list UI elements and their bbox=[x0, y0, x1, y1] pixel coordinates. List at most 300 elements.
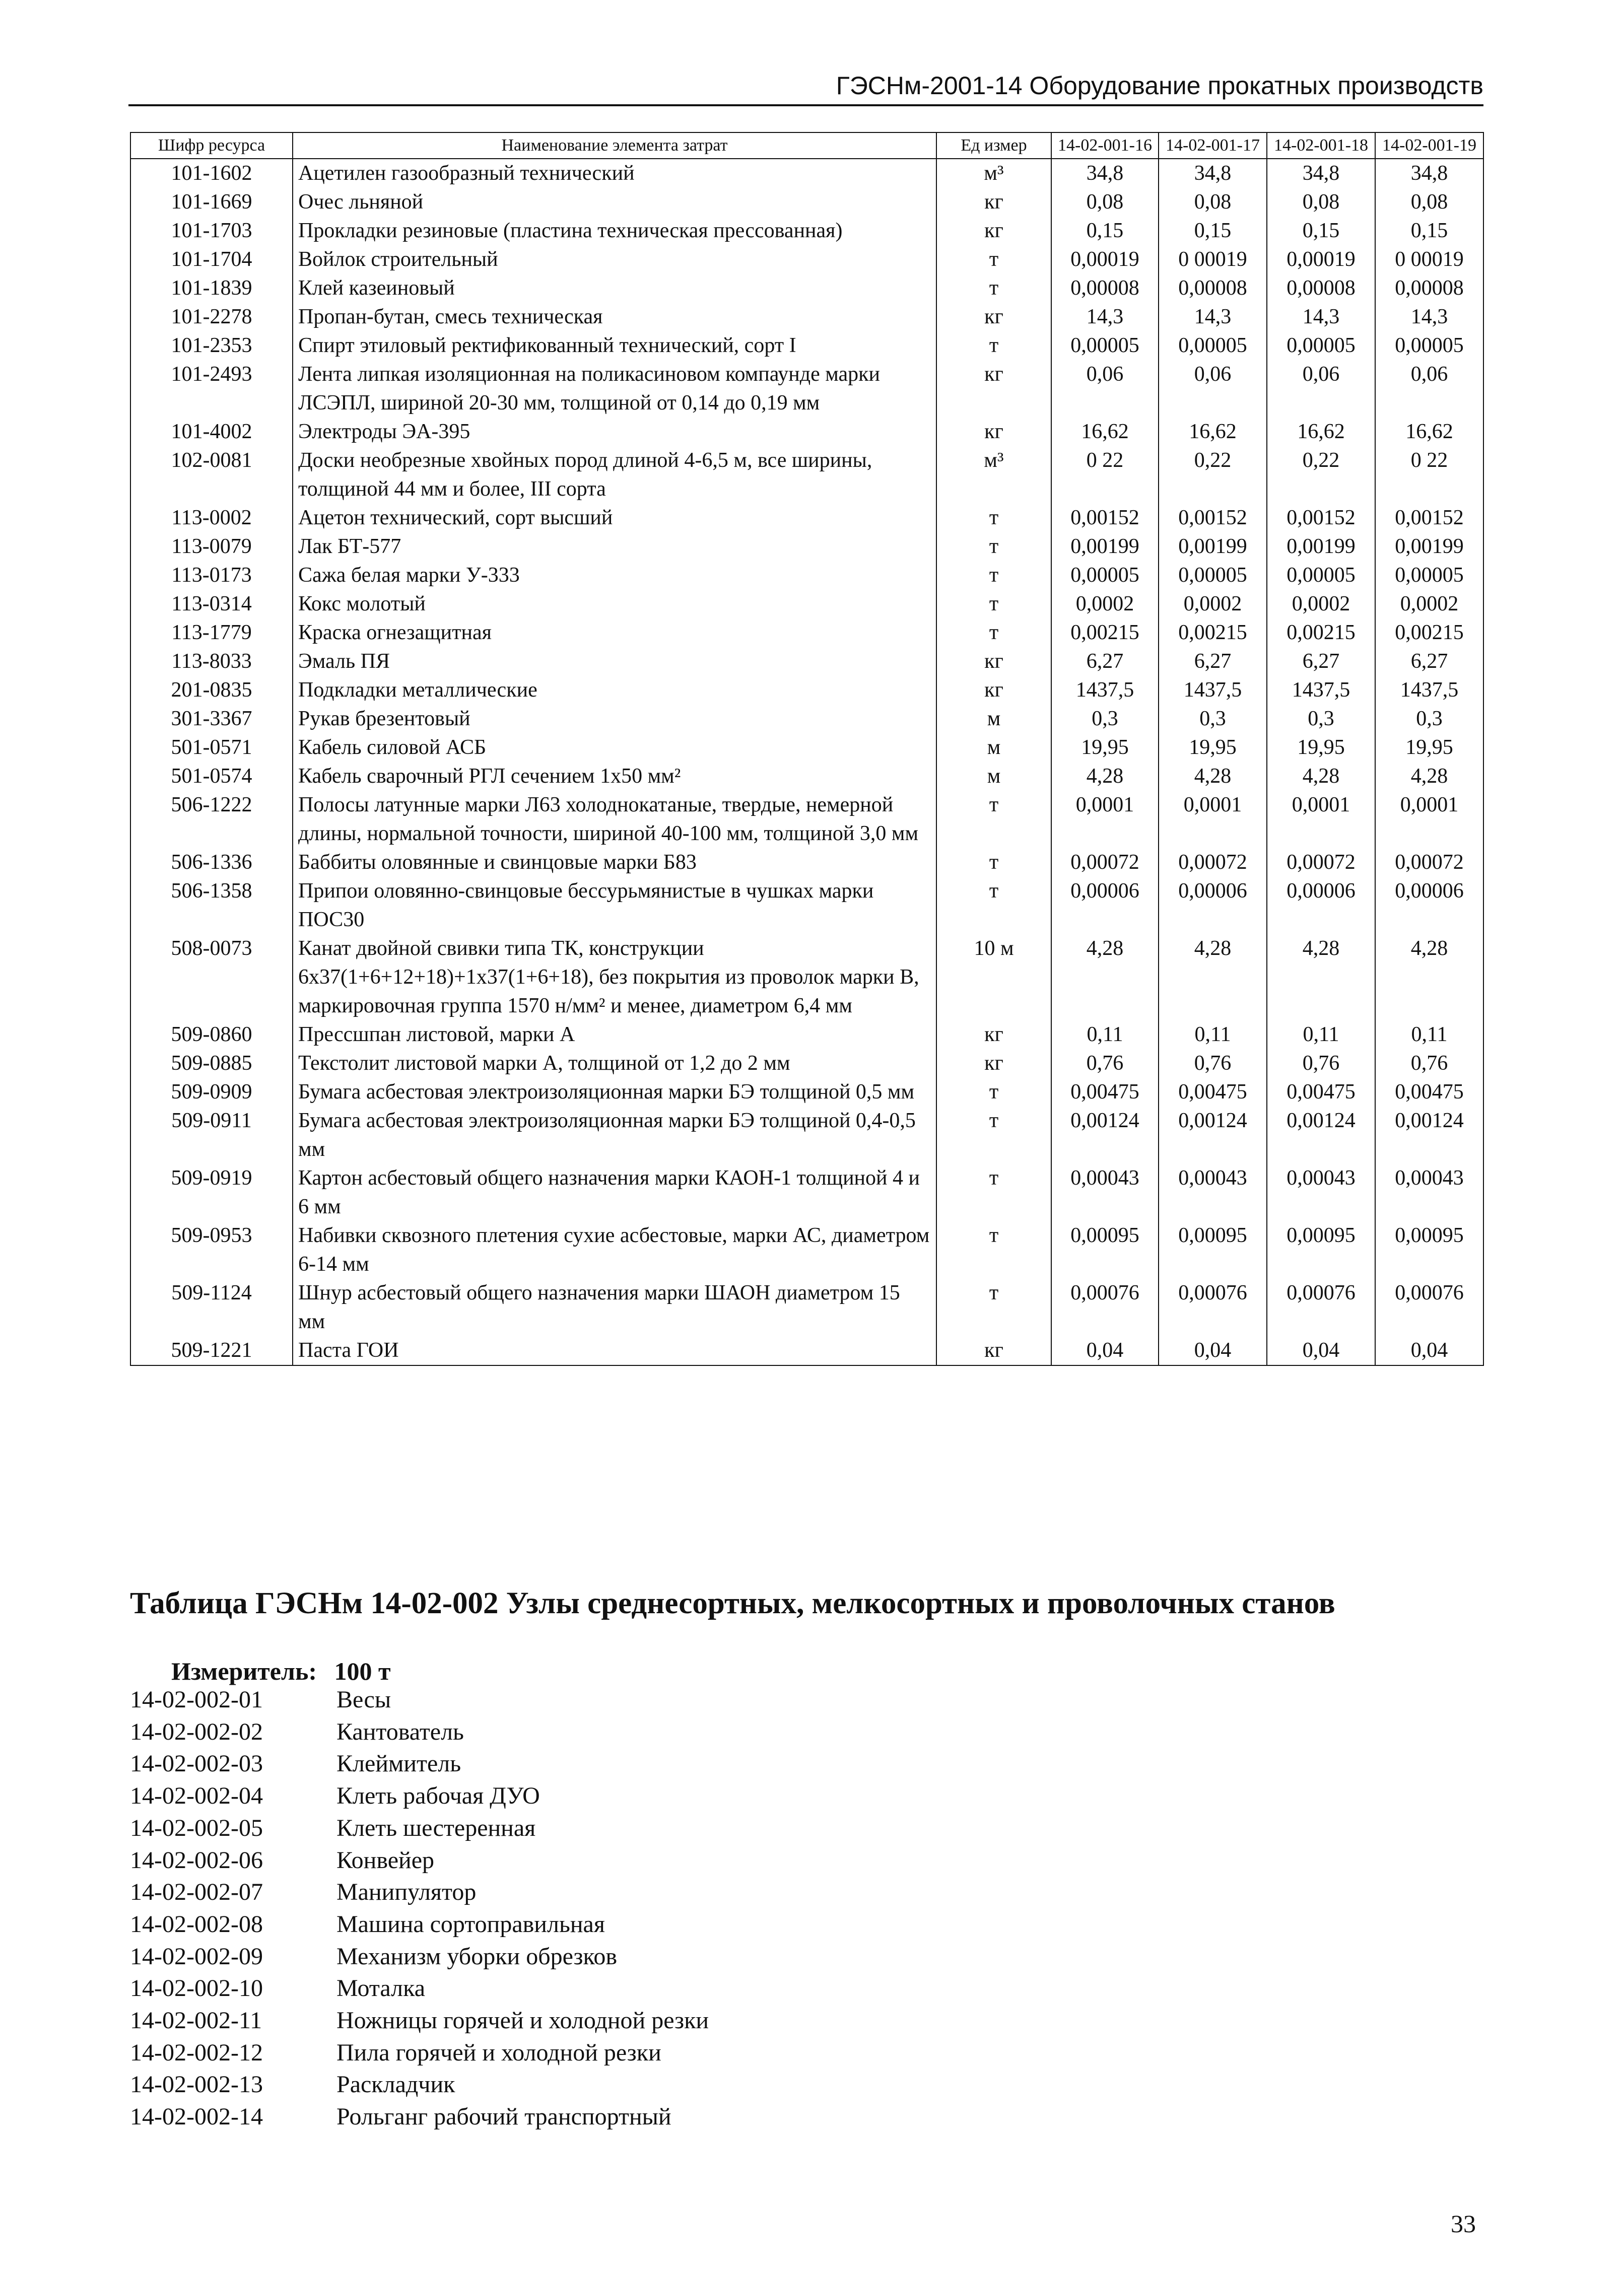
resource-code: 102-0081 bbox=[130, 446, 293, 504]
value-cell: 0,00019 bbox=[1267, 245, 1375, 274]
resource-name: Бумага асбестовая электроизоляционная марки БЭ толщиной 0,4-0,5 мм bbox=[293, 1107, 936, 1164]
value-cell: 0,0001 bbox=[1375, 791, 1483, 848]
item-code: 14-02-002-09 bbox=[130, 1943, 263, 1970]
value-cell: 0,15 bbox=[1267, 217, 1375, 245]
unit-cell: т bbox=[936, 532, 1051, 561]
table-row bbox=[130, 762, 1483, 791]
item-code: 14-02-002-03 bbox=[130, 1750, 263, 1777]
value-cell: 0,00072 bbox=[1159, 848, 1267, 877]
value-cell: 0,00076 bbox=[1159, 1279, 1267, 1336]
value-cell: 0,00076 bbox=[1051, 1279, 1159, 1336]
value-cell: 0,3 bbox=[1051, 705, 1159, 733]
column-header: Ед измер bbox=[936, 132, 1051, 159]
value-cell: 0,22 bbox=[1267, 446, 1375, 504]
table-row bbox=[130, 1049, 1483, 1078]
table-row bbox=[130, 877, 1483, 934]
resource-code: 201-0835 bbox=[130, 676, 293, 705]
resource-code: 113-0314 bbox=[130, 590, 293, 618]
unit-cell: 10 м bbox=[936, 934, 1051, 1020]
value-cell: 0,00043 bbox=[1375, 1164, 1483, 1221]
value-cell: 0,0001 bbox=[1267, 791, 1375, 848]
value-cell: 14,3 bbox=[1375, 303, 1483, 331]
column-header: Наименование элемента затрат bbox=[293, 132, 936, 159]
value-cell: 0,00005 bbox=[1159, 561, 1267, 590]
resource-code: 101-1602 bbox=[130, 159, 293, 188]
resource-code: 501-0574 bbox=[130, 762, 293, 791]
column-header: 14-02-001-19 bbox=[1375, 132, 1483, 159]
table-row bbox=[130, 418, 1483, 446]
value-cell: 0,3 bbox=[1159, 705, 1267, 733]
unit-cell: кг bbox=[936, 217, 1051, 245]
resource-code: 506-1222 bbox=[130, 791, 293, 848]
resource-code: 101-1703 bbox=[130, 217, 293, 245]
resource-name: Прессшпан листовой, марки А bbox=[293, 1020, 936, 1049]
value-cell: 0,00095 bbox=[1051, 1221, 1159, 1279]
item-code: 14-02-002-14 bbox=[130, 2103, 263, 2130]
list-item bbox=[130, 1716, 709, 1748]
table-row bbox=[130, 446, 1483, 504]
resources-table bbox=[130, 132, 1484, 1366]
resource-code: 113-0002 bbox=[130, 504, 293, 532]
value-cell: 34,8 bbox=[1051, 159, 1159, 188]
value-cell: 0,00199 bbox=[1159, 532, 1267, 561]
unit-cell: кг bbox=[936, 1336, 1051, 1365]
table-header-row bbox=[130, 132, 1483, 159]
value-cell: 0,06 bbox=[1051, 360, 1159, 418]
value-cell: 19,95 bbox=[1375, 733, 1483, 762]
unit-cell: т bbox=[936, 1279, 1051, 1336]
value-cell: 0,11 bbox=[1267, 1020, 1375, 1049]
value-cell: 0,3 bbox=[1375, 705, 1483, 733]
unit-cell: т bbox=[936, 274, 1051, 303]
unit-cell: т bbox=[936, 877, 1051, 934]
value-cell: 0,00215 bbox=[1375, 618, 1483, 647]
table-row bbox=[130, 217, 1483, 245]
value-cell: 0,00043 bbox=[1159, 1164, 1267, 1221]
resource-code: 509-1124 bbox=[130, 1279, 293, 1336]
item-code: 14-02-002-08 bbox=[130, 1910, 263, 1938]
unit-cell: кг bbox=[936, 418, 1051, 446]
item-code: 14-02-002-13 bbox=[130, 2071, 263, 2098]
resource-name: Кабель сварочный РГЛ сечением 1х50 мм² bbox=[293, 762, 936, 791]
value-cell: 0,00006 bbox=[1051, 877, 1159, 934]
value-cell: 0,00008 bbox=[1159, 274, 1267, 303]
value-cell: 0,00475 bbox=[1159, 1078, 1267, 1107]
unit-cell: м bbox=[936, 705, 1051, 733]
table-row bbox=[130, 1020, 1483, 1049]
value-cell: 6,27 bbox=[1051, 647, 1159, 676]
resource-name: Текстолит листовой марки А, толщиной от 1,2 до 2 мм bbox=[293, 1049, 936, 1078]
value-cell: 0,00005 bbox=[1051, 561, 1159, 590]
value-cell: 0,15 bbox=[1159, 217, 1267, 245]
value-cell: 0,3 bbox=[1267, 705, 1375, 733]
unit-cell: т bbox=[936, 590, 1051, 618]
value-cell: 6,27 bbox=[1159, 647, 1267, 676]
resource-code: 509-0911 bbox=[130, 1107, 293, 1164]
value-cell: 0,00215 bbox=[1159, 618, 1267, 647]
value-cell: 0,76 bbox=[1159, 1049, 1267, 1078]
resource-name: Припои оловянно-свинцовые бессурьмянистые в чушках марки ПОС30 bbox=[293, 877, 936, 934]
item-name: Машина сортоправильная bbox=[336, 1910, 605, 1938]
table-row bbox=[130, 1164, 1483, 1221]
value-cell: 34,8 bbox=[1375, 159, 1483, 188]
value-cell: 16,62 bbox=[1267, 418, 1375, 446]
value-cell: 1437,5 bbox=[1267, 676, 1375, 705]
resource-name: Лента липкая изоляционная на поликасиновом компаунде марки ЛСЭПЛ, шириной 20-30 мм, толщиной от 0,14 до 0,19 мм bbox=[293, 360, 936, 418]
value-cell: 0,00005 bbox=[1267, 331, 1375, 360]
value-cell: 0,0001 bbox=[1051, 791, 1159, 848]
item-code: 14-02-002-12 bbox=[130, 2039, 263, 2066]
value-cell: 0,00005 bbox=[1267, 561, 1375, 590]
resource-name: Подкладки металлические bbox=[293, 676, 936, 705]
resource-name: Сажа белая марки У-333 bbox=[293, 561, 936, 590]
value-cell: 0,04 bbox=[1051, 1336, 1159, 1365]
value-cell: 0,00095 bbox=[1375, 1221, 1483, 1279]
meter-label: Измеритель: bbox=[171, 1657, 317, 1685]
resource-name: Кабель силовой АСБ bbox=[293, 733, 936, 762]
table-row bbox=[130, 590, 1483, 618]
resource-name: Доски необрезные хвойных пород длиной 4-6,5 м, все ширины, толщиной 44 мм и более, III сорта bbox=[293, 446, 936, 504]
item-name: Конвейер bbox=[336, 1846, 434, 1874]
value-cell: 0 00019 bbox=[1375, 245, 1483, 274]
resource-code: 101-2493 bbox=[130, 360, 293, 418]
resource-code: 101-2278 bbox=[130, 303, 293, 331]
list-item bbox=[130, 1908, 709, 1941]
value-cell: 19,95 bbox=[1051, 733, 1159, 762]
meter-value: 100 т bbox=[334, 1657, 391, 1685]
table-row bbox=[130, 504, 1483, 532]
resource-code: 113-1779 bbox=[130, 618, 293, 647]
unit-cell: кг bbox=[936, 1020, 1051, 1049]
value-cell: 34,8 bbox=[1159, 159, 1267, 188]
value-cell: 0,04 bbox=[1267, 1336, 1375, 1365]
section-title: Таблица ГЭСНм 14-02-002 Узлы среднесортных, мелкосортных и проволочных станов bbox=[130, 1587, 1335, 1620]
resource-name: Прокладки резиновые (пластина техническая прессованная) bbox=[293, 217, 936, 245]
value-cell: 0,00124 bbox=[1375, 1107, 1483, 1164]
item-name: Ножницы горячей и холодной резки bbox=[336, 2007, 709, 2034]
item-code: 14-02-002-05 bbox=[130, 1814, 263, 1841]
value-cell: 0,00475 bbox=[1267, 1078, 1375, 1107]
page-header: ГЭСНм-2001-14 Оборудование прокатных производств bbox=[836, 72, 1483, 100]
item-name: Кантователь bbox=[336, 1718, 464, 1745]
column-header: 14-02-001-17 bbox=[1159, 132, 1267, 159]
item-name: Раскладчик bbox=[336, 2071, 455, 2098]
item-name: Моталка bbox=[336, 1975, 425, 2002]
value-cell: 4,28 bbox=[1375, 762, 1483, 791]
value-cell: 0,00019 bbox=[1051, 245, 1159, 274]
table-row bbox=[130, 733, 1483, 762]
resource-name: Ацетон технический, сорт высший bbox=[293, 504, 936, 532]
unit-cell: м³ bbox=[936, 446, 1051, 504]
value-cell: 16,62 bbox=[1051, 418, 1159, 446]
item-code: 14-02-002-01 bbox=[130, 1686, 263, 1713]
column-header: Шифр ресурса bbox=[130, 132, 293, 159]
value-cell: 0,00152 bbox=[1051, 504, 1159, 532]
unit-cell: т bbox=[936, 1164, 1051, 1221]
resource-name: Рукав брезентовый bbox=[293, 705, 936, 733]
list-item bbox=[130, 1748, 709, 1780]
resource-name: Набивки сквозного плетения сухие асбестовые, марки АС, диаметром 6-14 мм bbox=[293, 1221, 936, 1279]
table-row bbox=[130, 705, 1483, 733]
table-row bbox=[130, 1078, 1483, 1107]
resource-name: Ацетилен газообразный технический bbox=[293, 159, 936, 188]
value-cell: 0,00152 bbox=[1375, 504, 1483, 532]
resource-code: 509-1221 bbox=[130, 1336, 293, 1365]
unit-cell: т bbox=[936, 1221, 1051, 1279]
resource-name: Кокс молотый bbox=[293, 590, 936, 618]
value-cell: 14,3 bbox=[1267, 303, 1375, 331]
value-cell: 0,00043 bbox=[1267, 1164, 1375, 1221]
value-cell: 0 00019 bbox=[1159, 245, 1267, 274]
value-cell: 0,00008 bbox=[1267, 274, 1375, 303]
resource-name: Клей казеиновый bbox=[293, 274, 936, 303]
table-row bbox=[130, 791, 1483, 848]
value-cell: 0,76 bbox=[1267, 1049, 1375, 1078]
unit-cell: кг bbox=[936, 1049, 1051, 1078]
resource-code: 113-0173 bbox=[130, 561, 293, 590]
value-cell: 6,27 bbox=[1267, 647, 1375, 676]
table-row bbox=[130, 1336, 1483, 1365]
resource-code: 301-3367 bbox=[130, 705, 293, 733]
resource-code: 508-0073 bbox=[130, 934, 293, 1020]
table-row bbox=[130, 188, 1483, 217]
resource-code: 506-1336 bbox=[130, 848, 293, 877]
value-cell: 0,00006 bbox=[1267, 877, 1375, 934]
value-cell: 0,0001 bbox=[1159, 791, 1267, 848]
value-cell: 1437,5 bbox=[1051, 676, 1159, 705]
value-cell: 0,04 bbox=[1159, 1336, 1267, 1365]
value-cell: 0,00095 bbox=[1159, 1221, 1267, 1279]
value-cell: 0,08 bbox=[1051, 188, 1159, 217]
value-cell: 0,00475 bbox=[1051, 1078, 1159, 1107]
value-cell: 0 22 bbox=[1375, 446, 1483, 504]
value-cell: 0,00124 bbox=[1267, 1107, 1375, 1164]
unit-cell: т bbox=[936, 245, 1051, 274]
unit-cell: м bbox=[936, 733, 1051, 762]
list-item bbox=[130, 2005, 709, 2037]
item-code: 14-02-002-04 bbox=[130, 1782, 263, 1810]
value-cell: 0,00076 bbox=[1375, 1279, 1483, 1336]
resource-name: Очес льняной bbox=[293, 188, 936, 217]
value-cell: 0,15 bbox=[1375, 217, 1483, 245]
table-row bbox=[130, 848, 1483, 877]
value-cell: 0,06 bbox=[1375, 360, 1483, 418]
table-row bbox=[130, 245, 1483, 274]
list-item bbox=[130, 2037, 709, 2069]
value-cell: 0,00076 bbox=[1267, 1279, 1375, 1336]
value-cell: 0,00072 bbox=[1375, 848, 1483, 877]
item-code: 14-02-002-02 bbox=[130, 1718, 263, 1745]
item-code: 14-02-002-07 bbox=[130, 1879, 263, 1906]
value-cell: 0,08 bbox=[1267, 188, 1375, 217]
value-cell: 0,00475 bbox=[1375, 1078, 1483, 1107]
value-cell: 0,00008 bbox=[1375, 274, 1483, 303]
value-cell: 0,00005 bbox=[1375, 331, 1483, 360]
value-cell: 19,95 bbox=[1267, 733, 1375, 762]
value-cell: 0,00008 bbox=[1051, 274, 1159, 303]
table-row bbox=[130, 1221, 1483, 1279]
item-name: Клеть рабочая ДУО bbox=[336, 1782, 540, 1810]
item-code: 14-02-002-06 bbox=[130, 1846, 263, 1874]
resource-code: 501-0571 bbox=[130, 733, 293, 762]
item-name: Пила горячей и холодной резки bbox=[336, 2039, 661, 2066]
value-cell: 0 22 bbox=[1051, 446, 1159, 504]
item-code: 14-02-002-10 bbox=[130, 1975, 263, 2002]
resource-name: Эмаль ПЯ bbox=[293, 647, 936, 676]
resource-name: Краска огнезащитная bbox=[293, 618, 936, 647]
table-row bbox=[130, 159, 1483, 188]
resource-code: 113-0079 bbox=[130, 532, 293, 561]
table-row bbox=[130, 360, 1483, 418]
value-cell: 0,0002 bbox=[1159, 590, 1267, 618]
resource-code: 101-1704 bbox=[130, 245, 293, 274]
value-cell: 0,11 bbox=[1051, 1020, 1159, 1049]
value-cell: 0,11 bbox=[1159, 1020, 1267, 1049]
value-cell: 0,00199 bbox=[1267, 532, 1375, 561]
value-cell: 0,00215 bbox=[1051, 618, 1159, 647]
resource-name: Лак БТ-577 bbox=[293, 532, 936, 561]
resource-code: 509-0919 bbox=[130, 1164, 293, 1221]
value-cell: 4,28 bbox=[1051, 934, 1159, 1020]
value-cell: 0,00006 bbox=[1159, 877, 1267, 934]
value-cell: 6,27 bbox=[1375, 647, 1483, 676]
resource-name: Баббиты оловянные и свинцовые марки Б83 bbox=[293, 848, 936, 877]
value-cell: 0,00043 bbox=[1051, 1164, 1159, 1221]
unit-cell: т bbox=[936, 1107, 1051, 1164]
resource-code: 506-1358 bbox=[130, 877, 293, 934]
item-name: Рольганг рабочий транспортный bbox=[336, 2103, 671, 2130]
value-cell: 16,62 bbox=[1375, 418, 1483, 446]
unit-cell: кг bbox=[936, 360, 1051, 418]
value-cell: 0,0002 bbox=[1051, 590, 1159, 618]
meter-line bbox=[171, 1656, 391, 1687]
value-cell: 0,04 bbox=[1375, 1336, 1483, 1365]
table-row bbox=[130, 532, 1483, 561]
value-cell: 0,08 bbox=[1375, 188, 1483, 217]
value-cell: 4,28 bbox=[1159, 762, 1267, 791]
table-row bbox=[130, 1107, 1483, 1164]
value-cell: 4,28 bbox=[1375, 934, 1483, 1020]
table-row bbox=[130, 331, 1483, 360]
value-cell: 14,3 bbox=[1051, 303, 1159, 331]
value-cell: 0,00199 bbox=[1051, 532, 1159, 561]
value-cell: 16,62 bbox=[1159, 418, 1267, 446]
value-cell: 0,00152 bbox=[1267, 504, 1375, 532]
table-row bbox=[130, 274, 1483, 303]
list-item bbox=[130, 1876, 709, 1908]
unit-cell: кг bbox=[936, 647, 1051, 676]
unit-cell: кг bbox=[936, 303, 1051, 331]
resource-name: Канат двойной свивки типа ТК, конструкции 6х37(1+6+12+18)+1х37(1+6+18), без покрытия из проволок марки В, маркировочная группа 1570 н/мм² и менее, диаметром 6,4 мм bbox=[293, 934, 936, 1020]
resource-name: Картон асбестовый общего назначения марки КАОН-1 толщиной 4 и 6 мм bbox=[293, 1164, 936, 1221]
value-cell: 0,00124 bbox=[1051, 1107, 1159, 1164]
resource-name: Шнур асбестовый общего назначения марки ШАОН диаметром 15 мм bbox=[293, 1279, 936, 1336]
unit-cell: т bbox=[936, 331, 1051, 360]
unit-cell: кг bbox=[936, 188, 1051, 217]
unit-cell: т bbox=[936, 504, 1051, 532]
table-row bbox=[130, 561, 1483, 590]
value-cell: 0,76 bbox=[1051, 1049, 1159, 1078]
resource-name: Пропан-бутан, смесь техническая bbox=[293, 303, 936, 331]
resource-name: Бумага асбестовая электроизоляционная марки БЭ толщиной 0,5 мм bbox=[293, 1078, 936, 1107]
resource-code: 509-0860 bbox=[130, 1020, 293, 1049]
table-row bbox=[130, 303, 1483, 331]
value-cell: 14,3 bbox=[1159, 303, 1267, 331]
value-cell: 0,00199 bbox=[1375, 532, 1483, 561]
resource-code: 101-4002 bbox=[130, 418, 293, 446]
list-item bbox=[130, 2069, 709, 2101]
item-name: Клеймитель bbox=[336, 1750, 461, 1777]
resource-code: 509-0953 bbox=[130, 1221, 293, 1279]
resource-name: Войлок строительный bbox=[293, 245, 936, 274]
item-name: Весы bbox=[336, 1686, 391, 1713]
value-cell: 4,28 bbox=[1267, 934, 1375, 1020]
header-rule bbox=[128, 104, 1483, 106]
item-name: Механизм уборки обрезков bbox=[336, 1943, 618, 1970]
value-cell: 0,00005 bbox=[1159, 331, 1267, 360]
value-cell: 34,8 bbox=[1267, 159, 1375, 188]
table-row bbox=[130, 618, 1483, 647]
value-cell: 0,0002 bbox=[1375, 590, 1483, 618]
value-cell: 0,00005 bbox=[1051, 331, 1159, 360]
value-cell: 4,28 bbox=[1267, 762, 1375, 791]
unit-cell: т bbox=[936, 1078, 1051, 1107]
table-row bbox=[130, 934, 1483, 1020]
value-cell: 0,06 bbox=[1267, 360, 1375, 418]
unit-cell: кг bbox=[936, 676, 1051, 705]
value-cell: 0,08 bbox=[1159, 188, 1267, 217]
unit-cell: т bbox=[936, 848, 1051, 877]
value-cell: 0,22 bbox=[1159, 446, 1267, 504]
unit-cell: т bbox=[936, 791, 1051, 848]
list-item bbox=[130, 1941, 709, 1973]
unit-cell: м bbox=[936, 762, 1051, 791]
value-cell: 4,28 bbox=[1051, 762, 1159, 791]
column-header: 14-02-001-16 bbox=[1051, 132, 1159, 159]
unit-cell: м³ bbox=[936, 159, 1051, 188]
value-cell: 0,00215 bbox=[1267, 618, 1375, 647]
value-cell: 0,00005 bbox=[1375, 561, 1483, 590]
item-name: Манипулятор bbox=[336, 1879, 477, 1906]
list-item bbox=[130, 1684, 709, 1716]
value-cell: 0,15 bbox=[1051, 217, 1159, 245]
value-cell: 0,06 bbox=[1159, 360, 1267, 418]
value-cell: 0,00072 bbox=[1267, 848, 1375, 877]
value-cell: 0,0002 bbox=[1267, 590, 1375, 618]
value-cell: 0,00006 bbox=[1375, 877, 1483, 934]
value-cell: 19,95 bbox=[1159, 733, 1267, 762]
resource-name: Паста ГОИ bbox=[293, 1336, 936, 1365]
list-item bbox=[130, 1780, 709, 1812]
table-row bbox=[130, 676, 1483, 705]
resource-code: 509-0885 bbox=[130, 1049, 293, 1078]
item-code: 14-02-002-11 bbox=[130, 2007, 262, 2034]
resource-name: Электроды ЭА-395 bbox=[293, 418, 936, 446]
resource-code: 101-2353 bbox=[130, 331, 293, 360]
unit-cell: т bbox=[936, 618, 1051, 647]
list-item bbox=[130, 1812, 709, 1844]
list-item bbox=[130, 2101, 709, 2133]
value-cell: 1437,5 bbox=[1159, 676, 1267, 705]
resource-name: Спирт этиловый ректификованный технический, сорт I bbox=[293, 331, 936, 360]
value-cell: 0,76 bbox=[1375, 1049, 1483, 1078]
value-cell: 0,00072 bbox=[1051, 848, 1159, 877]
item-name: Клеть шестеренная bbox=[336, 1814, 536, 1841]
value-cell: 1437,5 bbox=[1375, 676, 1483, 705]
list-item bbox=[130, 1844, 709, 1877]
table-row bbox=[130, 647, 1483, 676]
value-cell: 0,11 bbox=[1375, 1020, 1483, 1049]
